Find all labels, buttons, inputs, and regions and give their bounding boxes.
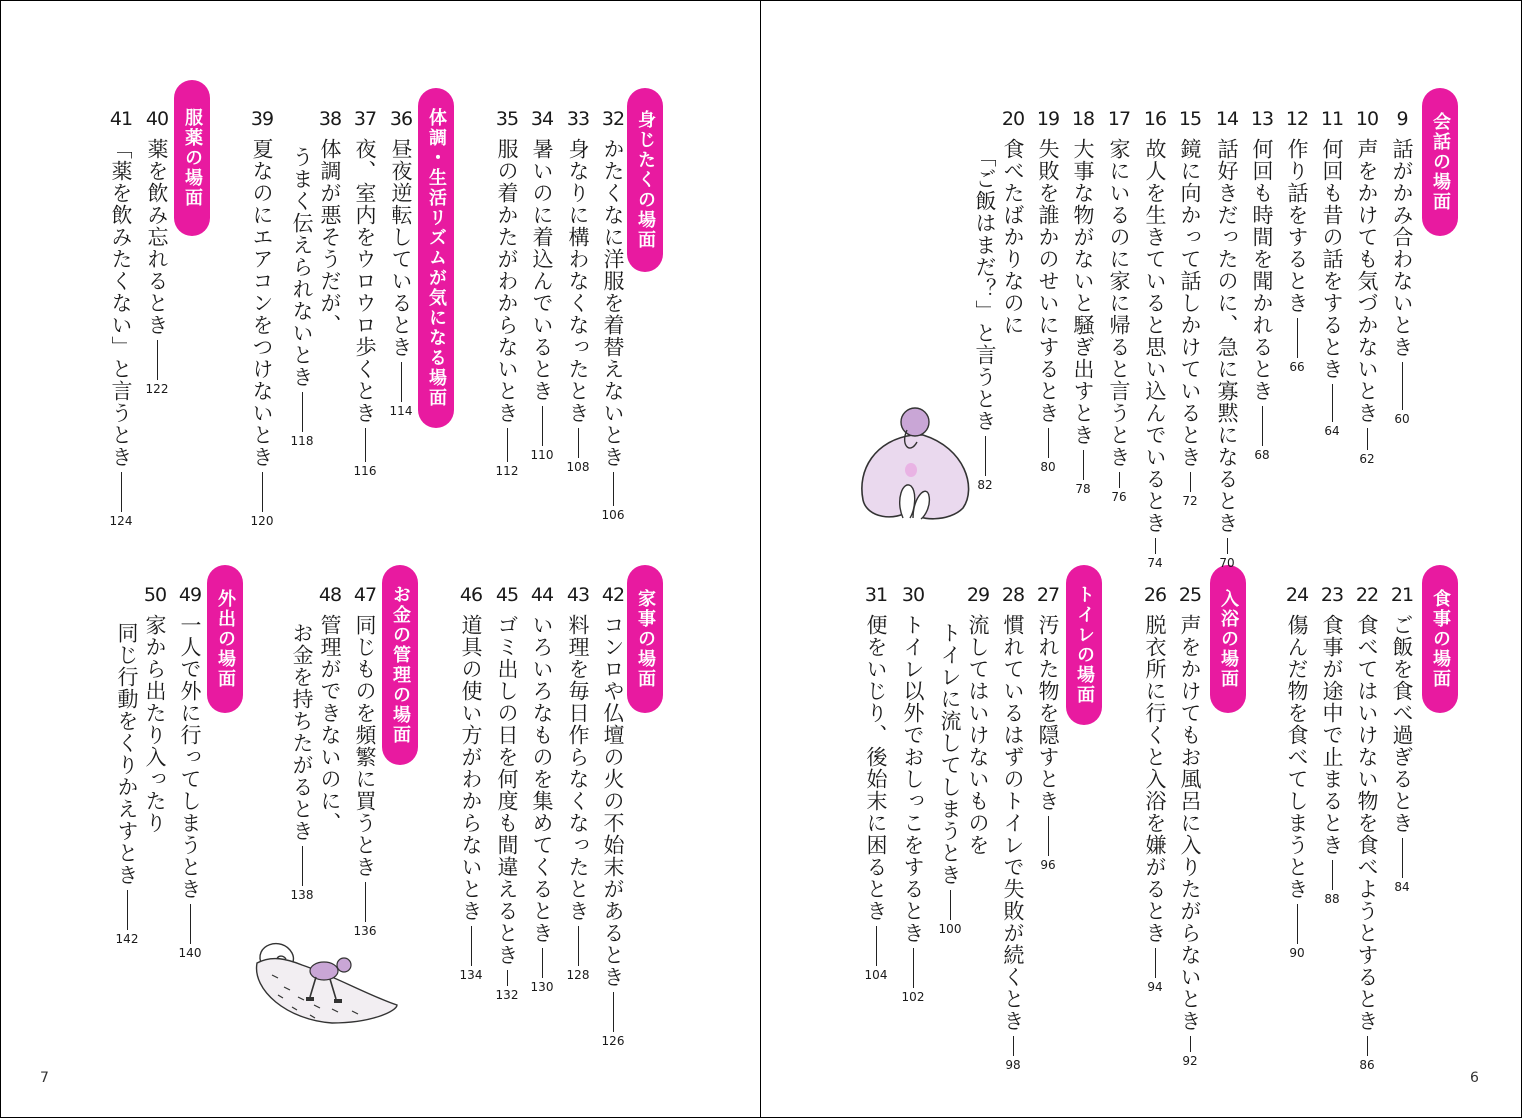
entry-title: 暑いのに着込んでいるとき: [530, 138, 554, 402]
entry-number: 39: [250, 108, 274, 130]
entry-title: ご飯を食べ過ぎるとき: [1390, 614, 1414, 834]
entry-page: 60: [1394, 412, 1410, 426]
entry-number: 45: [495, 584, 519, 606]
leader-line: [1119, 472, 1120, 488]
entry-page: 98: [1005, 1058, 1021, 1072]
entry-page: 106: [601, 508, 625, 522]
entry-page: 80: [1040, 460, 1056, 474]
entry-title: 夏なのにエアコンをつけないとき: [250, 138, 274, 468]
entry-title: 昼夜逆転しているとき: [389, 138, 413, 358]
toc-entry[interactable]: [1066, 108, 1100, 496]
leader-line: [613, 992, 614, 1032]
entry-title: 食事が途中で止まるとき: [1320, 614, 1344, 856]
entry-number: 12: [1285, 108, 1309, 130]
section-heading-midashinami: 身じたくの場面: [627, 88, 663, 272]
leader-line: [1332, 860, 1333, 890]
toc-entry[interactable]: [1350, 108, 1384, 466]
entry-title: 体調が悪そうだが、: [318, 138, 342, 336]
leader-line: [1048, 428, 1049, 458]
leader-line: [1402, 838, 1403, 878]
leader-line: [1190, 1036, 1191, 1052]
entry-page: 72: [1182, 494, 1198, 508]
toc-entry[interactable]: [1280, 108, 1314, 374]
leader-line: [1332, 384, 1333, 422]
section-heading-gaishutsu: 外出の場面: [207, 565, 243, 713]
entry-title: 話がかみ合わないとき: [1390, 138, 1414, 358]
entry-page: 118: [290, 434, 314, 448]
section-heading-okane: お金の管理の場面: [382, 565, 418, 765]
entry-number: 10: [1355, 108, 1379, 130]
leader-line: [471, 926, 472, 966]
entry-title: かたくなに洋服を着替えないとき: [601, 138, 625, 468]
leader-line: [1048, 816, 1049, 856]
entry-number: 21: [1390, 584, 1414, 606]
leader-line: [127, 890, 128, 930]
entry-title: 「薬を飲みたくない」と言うとき: [109, 138, 133, 468]
leader-line: [578, 428, 579, 458]
toc-entry[interactable]: [1031, 108, 1065, 474]
leader-line: [190, 904, 191, 944]
entry-page: 66: [1289, 360, 1305, 374]
leader-line: [542, 406, 543, 446]
leader-line: [302, 846, 303, 886]
leader-line: [1227, 538, 1228, 554]
entry-page: 124: [109, 514, 133, 528]
section-heading-taicho: 体調・生活リズムが気になる場面: [418, 88, 454, 428]
entry-title: 故人を生きていると思い込んでいるとき: [1143, 138, 1167, 534]
entry-page: 140: [178, 946, 202, 960]
entry-number: 17: [1107, 108, 1131, 130]
entry-number: 37: [353, 108, 377, 130]
toc-entry[interactable]: [1280, 584, 1314, 960]
entry-page: 138: [290, 888, 314, 902]
entry-title: 料理を毎日作らなくなったとき: [566, 614, 590, 922]
entry-title: 声をかけても気づかないとき: [1355, 138, 1379, 424]
leader-line: [1367, 1036, 1368, 1056]
entry-number: 30: [901, 584, 925, 606]
entry-title: 失敗を誰かのせいにするとき: [1036, 138, 1060, 424]
entry-title: 夜、室内をウロウロ歩くとき: [353, 138, 377, 424]
entry-page: 128: [566, 968, 590, 982]
entry-title: 慣れているはずのトイレで失敗が続くとき: [1001, 614, 1025, 1032]
entry-title: 家から出たり入ったり: [143, 614, 167, 834]
toc-entry-continued[interactable]: [933, 614, 967, 936]
entry-number: 38: [318, 108, 342, 130]
section-heading-toilet: トイレの場面: [1066, 565, 1102, 725]
leader-line: [302, 392, 303, 432]
entry-page: 126: [601, 1034, 625, 1048]
entry-title: 大事な物がないと騒ぎ出すとき: [1071, 138, 1095, 446]
entry-title: 食べてはいけない物を食べようとするとき: [1355, 614, 1379, 1032]
entry-title: 道具の使い方がわからないとき: [459, 614, 483, 922]
entry-title: 鏡に向かって話しかけているとき: [1178, 138, 1202, 468]
toc-entry[interactable]: [596, 108, 630, 522]
entry-title: お金を持ちたがるとき: [290, 622, 314, 842]
entry-number: 43: [566, 584, 590, 606]
entry-page: 76: [1111, 490, 1127, 504]
toc-entry[interactable]: [525, 584, 559, 994]
section-heading-kaiwa: 会話の場面: [1422, 88, 1458, 236]
leader-line: [985, 436, 986, 476]
leader-line: [1297, 318, 1298, 358]
entry-number: 16: [1143, 108, 1167, 130]
entry-title: ゴミ出しの日を何度も間違えるとき: [495, 614, 519, 966]
toc-entry[interactable]: [348, 108, 382, 478]
entry-number: 25: [1178, 584, 1202, 606]
toc-entry[interactable]: [561, 584, 595, 982]
leader-line: [1402, 362, 1403, 410]
entry-number: 31: [864, 584, 888, 606]
entry-page: 88: [1324, 892, 1340, 906]
figure-crawling-on-shell-illustration: [232, 935, 402, 1025]
toc-entry[interactable]: [896, 584, 930, 1004]
entry-page: 112: [495, 464, 519, 478]
entry-number: 49: [178, 584, 202, 606]
entry-number: 34: [530, 108, 554, 130]
section-heading-nyuyoku: 入浴の場面: [1210, 565, 1246, 713]
entry-page: 142: [115, 932, 139, 946]
leader-line: [542, 948, 543, 978]
page-number-left: 7: [40, 1070, 49, 1086]
toc-entry[interactable]: [104, 108, 138, 528]
entry-number: 23: [1320, 584, 1344, 606]
entry-page: 78: [1075, 482, 1091, 496]
leader-line: [913, 948, 914, 988]
toc-entry[interactable]: [1138, 108, 1172, 570]
toc-entry-continued[interactable]: [285, 614, 319, 902]
entry-number: 19: [1036, 108, 1060, 130]
leader-line: [507, 970, 508, 986]
entry-page: 134: [459, 968, 483, 982]
toc-entry[interactable]: [1031, 584, 1065, 872]
entry-number: 15: [1178, 108, 1202, 130]
leader-line: [1155, 538, 1156, 554]
entry-page: 104: [864, 968, 888, 982]
toc-entry[interactable]: [561, 108, 595, 474]
entry-number: 28: [1001, 584, 1025, 606]
toc-entry[interactable]: [1138, 584, 1172, 994]
entry-number: 27: [1036, 584, 1060, 606]
leader-line: [1262, 406, 1263, 446]
entry-title: 汚れた物を隠すとき: [1036, 614, 1060, 812]
toc-entry[interactable]: [173, 584, 207, 960]
entry-title: 管理ができないのに、: [318, 614, 342, 834]
toc-entry[interactable]: [859, 584, 893, 982]
entry-title: コンロや仏壇の火の不始末があるとき: [601, 614, 625, 988]
leader-line: [876, 926, 877, 966]
entry-number: 50: [143, 584, 167, 606]
toc-entry-continued[interactable]: [285, 138, 319, 448]
entry-page: 90: [1289, 946, 1305, 960]
toc-entry[interactable]: [1315, 584, 1349, 906]
leader-line: [507, 428, 508, 462]
entry-page: 86: [1359, 1058, 1375, 1072]
entry-page: 132: [495, 988, 519, 1002]
toc-entry-continued[interactable]: [110, 614, 144, 946]
leader-line: [1083, 450, 1084, 480]
toc-entry[interactable]: [490, 584, 524, 1002]
entry-page: 114: [389, 404, 413, 418]
entry-number: 41: [109, 108, 133, 130]
leader-line: [1367, 428, 1368, 450]
entry-page: 64: [1324, 424, 1340, 438]
entry-number: 22: [1355, 584, 1379, 606]
entry-page: 136: [353, 924, 377, 938]
entry-number: 36: [389, 108, 413, 130]
entry-number: 13: [1250, 108, 1274, 130]
toc-entry[interactable]: [140, 108, 174, 396]
leader-line: [121, 472, 122, 512]
toc-entry[interactable]: [1350, 584, 1384, 1072]
toc-entry[interactable]: [1315, 108, 1349, 438]
leader-line: [1155, 948, 1156, 978]
entry-number: 18: [1071, 108, 1095, 130]
entry-title: 同じものを頻繁に買うとき: [353, 614, 377, 878]
entry-title: 身なりに構わなくなったとき: [566, 138, 590, 424]
leader-line: [262, 472, 263, 512]
entry-number: 44: [530, 584, 554, 606]
toc-entry[interactable]: [1385, 584, 1419, 894]
entry-number: 47: [353, 584, 377, 606]
entry-title: 家にいるのに家に帰ると言うとき: [1107, 138, 1131, 468]
section-heading-kaji: 家事の場面: [627, 565, 663, 713]
entry-page: 62: [1359, 452, 1375, 466]
toc-entry[interactable]: [1173, 108, 1207, 508]
toc-entry[interactable]: [454, 584, 488, 982]
section-heading-shokuji: 食事の場面: [1422, 565, 1458, 713]
entry-number: 24: [1285, 584, 1309, 606]
entry-page: 68: [1254, 448, 1270, 462]
toc-entry[interactable]: [1210, 108, 1244, 570]
entry-number: 48: [318, 584, 342, 606]
entry-title: 食べたばかりなのに: [1001, 138, 1025, 336]
toc-entry[interactable]: [525, 108, 559, 462]
entry-title: 何回も時間を聞かれるとき: [1250, 138, 1274, 402]
toc-entry[interactable]: [1245, 108, 1279, 462]
entry-title: 「ご飯はまだ？」と言うとき: [973, 146, 997, 432]
entry-title: 何回も昔の話をするとき: [1320, 138, 1344, 380]
entry-page: 96: [1040, 858, 1056, 872]
entry-title: 一人で外に行ってしまうとき: [178, 614, 202, 900]
entry-number: 35: [495, 108, 519, 130]
entry-page: 120: [250, 514, 274, 528]
entry-page: 110: [530, 448, 554, 462]
entry-number: 11: [1320, 108, 1344, 130]
entry-page: 84: [1394, 880, 1410, 894]
entry-page: 116: [353, 464, 377, 478]
leader-line: [950, 890, 951, 920]
leader-line: [1190, 472, 1191, 492]
entry-number: 42: [601, 584, 625, 606]
entry-title: 流してはいけないものを: [966, 614, 990, 856]
entry-title: トイレに流してしまうとき: [938, 622, 962, 886]
entry-title: うまく伝えられないとき: [290, 146, 314, 388]
page-number-right: 6: [1470, 1070, 1479, 1086]
entry-page: 74: [1147, 556, 1163, 570]
leader-line: [365, 428, 366, 462]
section-heading-fukuyaku: 服薬の場面: [174, 80, 210, 236]
entry-number: 9: [1396, 108, 1408, 130]
leader-line: [1297, 904, 1298, 944]
toc-entry[interactable]: [1385, 108, 1419, 426]
entry-title: 同じ行動をくりかえすとき: [115, 622, 139, 886]
entry-title: 傷んだ物を食べてしまうとき: [1285, 614, 1309, 900]
entry-title: トイレ以外でおしっこをするとき: [901, 614, 925, 944]
entry-title: 声をかけてもお風呂に入りたがらないとき: [1178, 614, 1202, 1032]
leader-line: [1013, 1036, 1014, 1056]
toc-entry[interactable]: [245, 108, 279, 528]
toc-entry[interactable]: [1102, 108, 1136, 504]
entry-title: いろいろなものを集めてくるとき: [530, 614, 554, 944]
toc-entry[interactable]: [348, 584, 382, 938]
entry-number: 29: [966, 584, 990, 606]
entry-number: 32: [601, 108, 625, 130]
leader-line: [401, 362, 402, 402]
entry-page: 94: [1147, 980, 1163, 994]
entry-number: 46: [459, 584, 483, 606]
entry-number: 20: [1001, 108, 1025, 130]
entry-number: 26: [1143, 584, 1167, 606]
entry-page: 108: [566, 460, 590, 474]
entry-title: 薬を飲み忘れるとき: [145, 138, 169, 336]
toc-entry[interactable]: [1173, 584, 1207, 1068]
entry-title: 作り話をするとき: [1285, 138, 1309, 314]
leader-line: [613, 472, 614, 506]
entry-page: 102: [901, 990, 925, 1004]
entry-number: 33: [566, 108, 590, 130]
entry-page: 92: [1182, 1054, 1198, 1068]
leader-line: [157, 340, 158, 380]
entry-page: 130: [530, 980, 554, 994]
entry-title: 話好きだったのに、急に寡黙になるとき: [1215, 138, 1239, 534]
entry-page: 122: [145, 382, 169, 396]
toc-entry[interactable]: [996, 584, 1030, 1072]
leader-line: [578, 926, 579, 966]
entry-page: 100: [938, 922, 962, 936]
toc-entry[interactable]: [384, 108, 418, 418]
page-gutter: [760, 0, 761, 1118]
toc-entry[interactable]: [490, 108, 524, 478]
entry-title: 服の着かたがわからないとき: [495, 138, 519, 424]
leader-line: [365, 882, 366, 922]
toc-entry[interactable]: [596, 584, 630, 1048]
entry-number: 14: [1215, 108, 1239, 130]
entry-page: 70: [1219, 556, 1235, 570]
entry-title: 脱衣所に行くと入浴を嫌がるとき: [1143, 614, 1167, 944]
figure-hugging-knees-illustration: [855, 400, 975, 525]
entry-page: 82: [977, 478, 993, 492]
entry-title: 便をいじり、後始末に困るとき: [864, 614, 888, 922]
entry-number: 40: [145, 108, 169, 130]
